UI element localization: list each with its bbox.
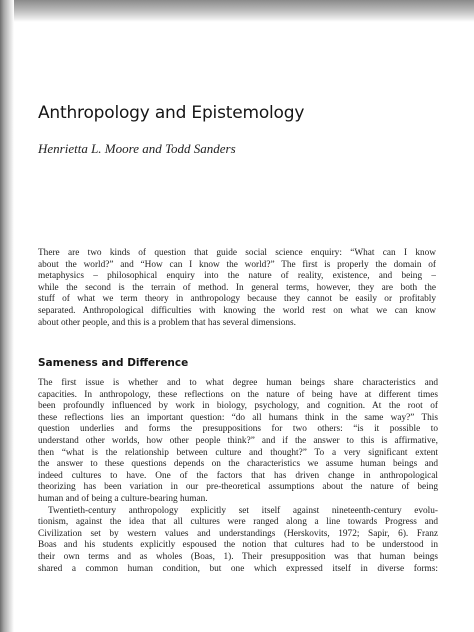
intro-line: about the world?” and “How can I know the world?” The first is properly the domain of: [38, 259, 436, 270]
body-paragraph: [38, 378, 438, 575]
intro-line: metaphysics – philosophical enquiry into the nature of reality, existence, and being –: [38, 271, 436, 282]
body-line: been profoundly influenced by work in biology, psychology, and cognition. At the root of: [38, 401, 438, 412]
intro-line: separated. Anthropological difficulties with knowing the world rest on what we can know: [38, 305, 436, 316]
body-line: the answer to these questions depends on the characteristics we assume human beings and: [38, 459, 438, 470]
body-line: understand other worlds, how other people think?” and if the answer to this is affirmative,: [38, 435, 438, 446]
body-line: theorizing has been variation in our pre-theoretical assumptions about the nature of being: [38, 482, 438, 493]
intro-line: stuff of what we term theory in anthropology because they cannot be easily or profitably: [38, 294, 436, 305]
intro-line: while the second is the terrain of method. In general terms, however, they are both the: [38, 282, 436, 293]
body-line: their own terms and as wholes (Boas, 1). Their presupposition was that human beings: [38, 551, 438, 562]
body-line: tionism, against the idea that all cultures were ranged along a line towards Progress and: [38, 517, 438, 528]
chapter-title: Anthropology and Epistemology: [38, 103, 305, 123]
body-line: Twentieth-century anthropology explicitly set itself against nineteenth-century evolu-: [48, 505, 438, 516]
body-line: capacities. In anthropology, these reflections on the nature of being have at different times: [38, 389, 438, 400]
body-line: question underlies and forms the presuppositions for two others: “is it possible to: [38, 424, 438, 435]
intro-paragraph: [38, 248, 436, 329]
section-heading: Sameness and Difference: [38, 356, 189, 369]
intro-line: about other people, and this is a problem that has several dimensions.: [38, 317, 296, 328]
body-line: Civilization set by western values and understandings (Herskovits, 1972; Sapir, 6). Franz: [38, 528, 438, 539]
body-line: Boas and his students explicitly espoused the notion that cultures had to be understood in: [38, 540, 438, 551]
scan-shadow-left: [0, 0, 14, 632]
body-line: human and of being a culture-bearing human.: [38, 493, 208, 504]
document-page: [38, 0, 438, 632]
body-line: then “what is the relationship between culture and thought?” To a very significant extent: [38, 447, 438, 458]
body-line: The first issue is whether and to what degree human beings share characteristics and: [38, 378, 438, 388]
chapter-authors: Henrietta L. Moore and Todd Sanders: [38, 141, 236, 156]
body-line: indeed cultures to have. One of the factors that has driven change in anthropological: [38, 470, 438, 481]
intro-line: There are two kinds of question that guide social science enquiry: “What can I know: [38, 248, 436, 258]
body-line: shared a common human condition, but one which expressed itself in diverse forms:: [38, 563, 438, 574]
body-line: these reflections lies an important question: “do all humans think in the same way?” This: [38, 412, 438, 423]
